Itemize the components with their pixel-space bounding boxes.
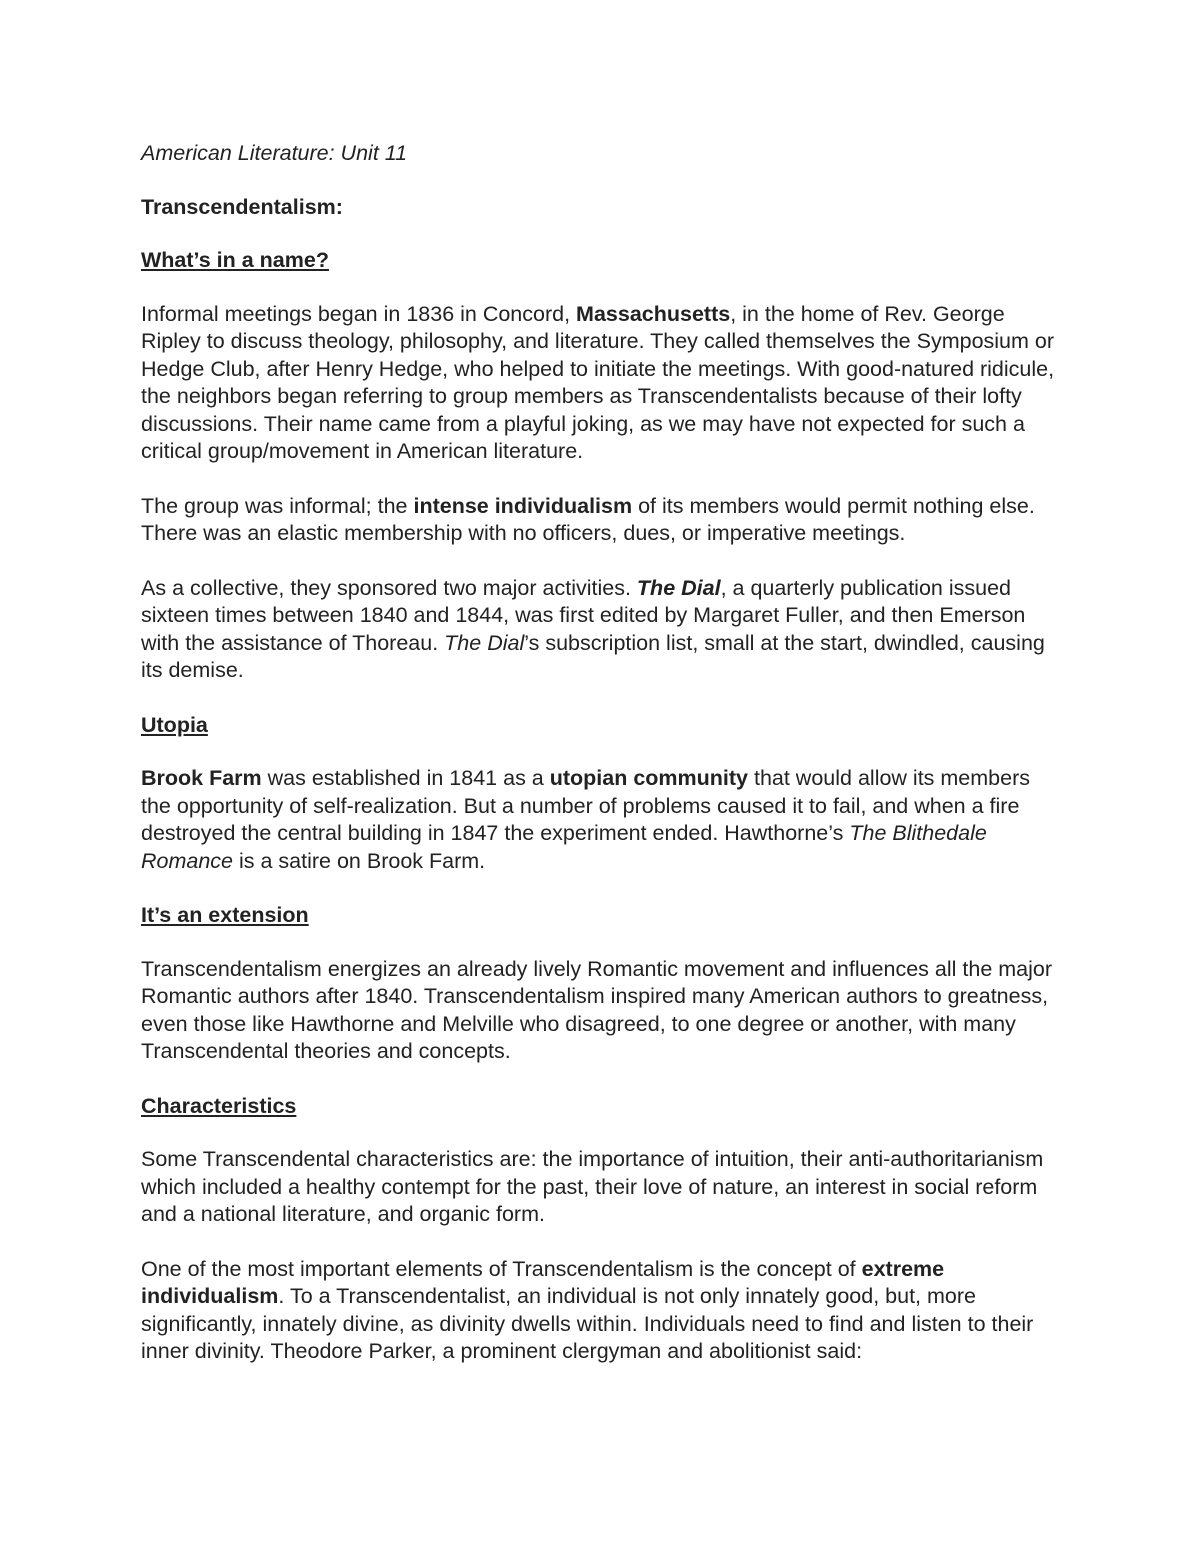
text-run: of its members would permit nothing else. There was an elastic membership with no officers, dues, or imperative meetings. [141,493,1035,545]
paragraph-extension: Transcendentalism energizes an already lively Romantic movement and influences all the major Romantic authors after 1840. Transcendentalism inspired many American authors to greatness, even those like Hawthorne and Melville who disagreed, to one degree or another, with many Transcendental theories and concepts. [141,956,1053,1063]
paragraph-brook-farm [141,765,1064,875]
paragraph-characteristics: Some Transcendental characteristics are: the importance of intuition, their anti-authoritarianism which included a healthy contempt for the past, their love of nature, an interest in social reform and a national literature, and organic form. [141,1147,1044,1226]
paragraph-group-informal [141,493,1064,548]
italic-title-the-dial: The Dial [444,630,525,655]
title-the-dial: The Dial [636,575,721,600]
text-run: The group was informal; the [141,493,414,518]
bold-italic-title-the-dial [637,576,721,600]
text-run: ’s subscription list, small at the start, dwindled, causing its demise. [141,630,1045,682]
paragraph-informal-meetings [141,301,1064,466]
bold-term-utopian-community: utopian community [549,766,748,790]
bold-term-brook-farm: Brook Farm [141,766,262,790]
text-run: Informal meetings began in 1836 in Concord, [141,301,577,326]
bold-term-extreme-individualism: extreme individualism [141,1256,945,1308]
main-title: Transcendentalism: [141,194,343,219]
italic-title-blithedale-romance: The Blithedale Romance [141,821,987,873]
paragraph-the-dial [141,575,1064,685]
section-heading-utopia: Utopia [141,712,208,737]
text-run: One of the most important elements of Transcendentalism is the concept of [141,1256,862,1281]
text-run: , a quarterly publication issued sixteen times between 1840 and 1844, was first edited by Margaret Fuller, and then Emerson with the assistance of Thoreau. [141,575,1026,655]
text-run: , in the home of Rev. George Ripley to discuss theology, philosophy, and literature. They called themselves the Symposium or Hedge Club, after Henry Hedge, who helped to initiate the meetings. With good-natured ridicule, the neighbors began referring to group members as Transcendentalists because of their lofty discussions. Their name came from a playful joking, as we may have not expected for such a critical group/movement in American literature. [141,301,1055,463]
unit-title: American Literature: Unit 11 [141,141,408,165]
section-heading-characteristics: Characteristics [141,1093,297,1118]
paragraph-extreme-individualism [141,1256,1064,1366]
text-run: was established in 1841 as a [261,766,550,790]
section-heading-its-an-extension: It’s an extension [141,903,309,927]
section-heading-whats-in-a-name: What’s in a name? [141,248,329,272]
text-run: . To a Transcendentalist, an individual is not only innately good, but, more significantly, innately divine, as divinity dwells within. Individuals need to find and listen to their inner divinity. Theodore Parker, a prominent clergyman and abolitionist said: [141,1284,1034,1363]
bold-term-intense-individualism: intense individualism [413,493,633,518]
bold-term-massachusetts: Massachusetts [576,301,731,326]
text-run: that would allow its members the opportunity of self-realization. But a number of problems caused it to fail, and when a fire destroyed the central building in 1847 the experiment ended. Hawthorne’s [141,766,1030,845]
text-run: As a collective, they sponsored two major activities. [141,575,637,600]
text-run: is a satire on Brook Farm. [233,848,486,873]
